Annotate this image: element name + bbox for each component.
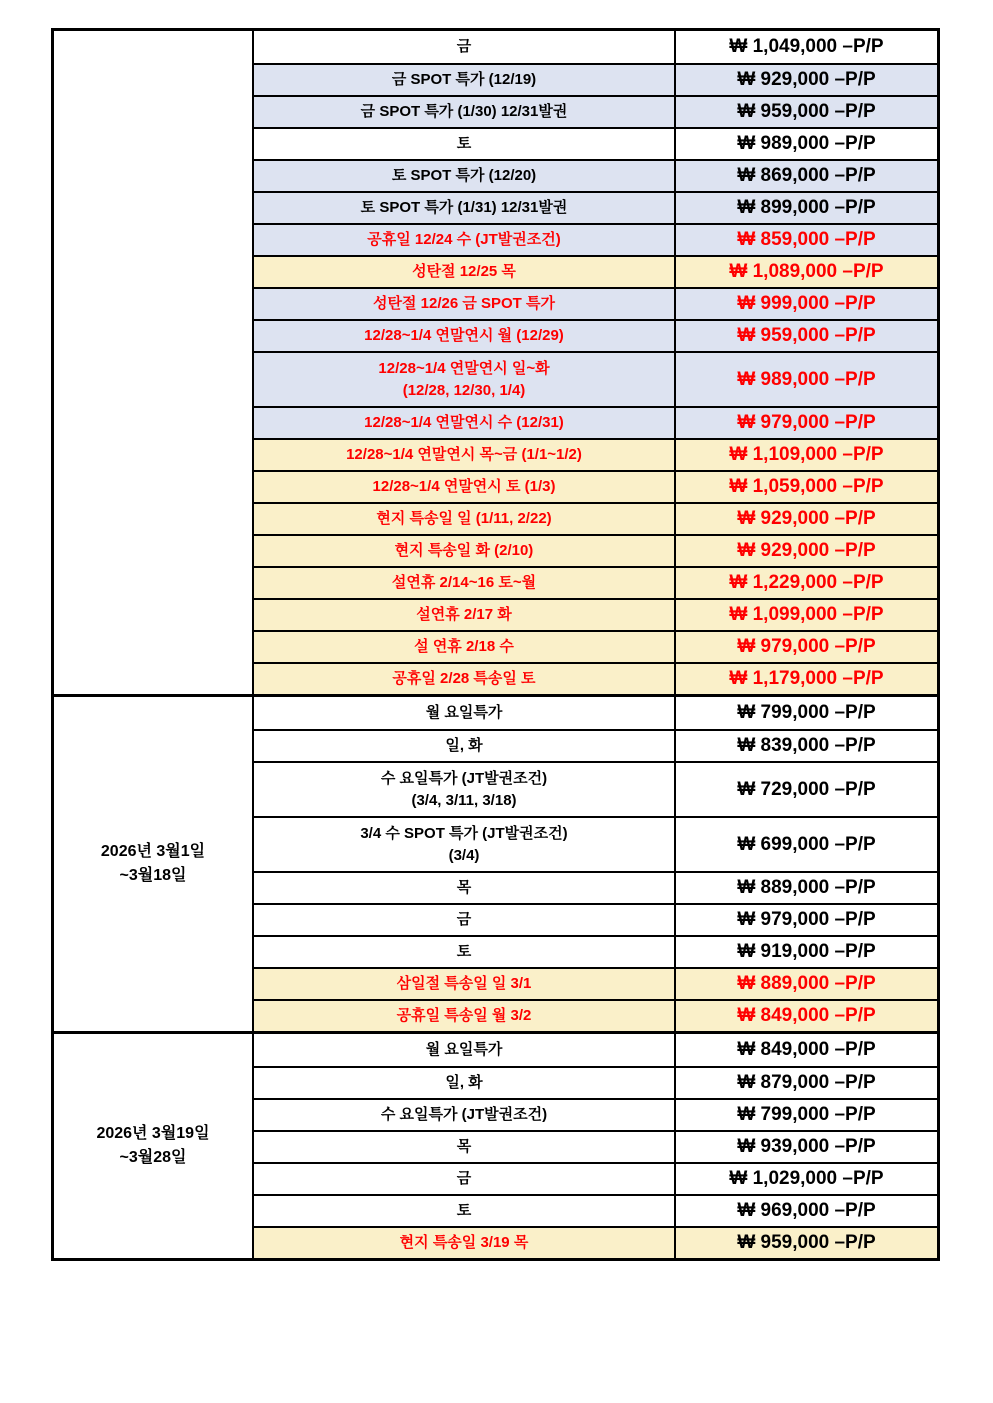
table-row [254,351,937,406]
table-row [254,223,937,255]
day-condition-cell [254,129,674,159]
price-value: ₩ 959,000 –P/P [674,97,937,127]
day-condition-label: 토 SPOT 특가 (1/31) 12/31발권 [360,199,568,217]
day-condition-label: 3/4 수 SPOT 특가 (JT발권조건) [360,824,568,842]
day-condition-cell [254,1100,674,1130]
table-row [254,95,937,127]
day-condition-cell [254,1228,674,1258]
section-rows [254,31,937,694]
table-row [254,1066,937,1098]
table-row [254,1130,937,1162]
price-value: ₩ 1,029,000 –P/P [674,1164,937,1194]
day-condition-cell [254,289,674,319]
date-range-cell [54,697,254,1031]
price-value: ₩ 1,099,000 –P/P [674,600,937,630]
day-condition-label: 성탄절 12/26 금 SPOT 특가 [373,295,555,313]
table-row [254,191,937,223]
day-condition-cell [254,763,674,816]
day-condition-sublabel: (12/28, 12/30, 1/4) [402,381,526,399]
day-condition-label: 일, 화 [445,1074,483,1092]
day-condition-label: 현지 특송일 3/19 목 [399,1234,529,1252]
day-condition-cell [254,472,674,502]
day-condition-label: 월 요일특가 [425,1041,503,1059]
date-section [54,694,937,1031]
day-condition-cell [254,1034,674,1066]
price-value: ₩ 799,000 –P/P [674,1100,937,1130]
date-range-line2: ~3월28일 [119,1149,187,1166]
day-condition-label: 설 연휴 2/18 수 [414,638,514,656]
table-row [254,1034,937,1066]
price-value: ₩ 849,000 –P/P [674,1001,937,1031]
table-row [254,761,937,816]
price-value: ₩ 1,059,000 –P/P [674,472,937,502]
table-row [254,566,937,598]
date-range-line2: ~3월18일 [119,867,187,884]
table-row [254,1194,937,1226]
price-value: ₩ 849,000 –P/P [674,1034,937,1066]
table-row [254,1098,937,1130]
table-row [254,999,937,1031]
day-condition-label: 12/28~1/4 연말연시 월 (12/29) [364,327,564,345]
day-condition-cell [254,937,674,967]
table-row [254,903,937,935]
price-value: ₩ 989,000 –P/P [674,129,937,159]
date-range-line1: 2026년 3월19일 [96,1125,210,1142]
day-condition-cell [254,225,674,255]
table-row [254,967,937,999]
day-condition-label: 금 [456,911,472,929]
price-value: ₩ 889,000 –P/P [674,873,937,903]
price-value: ₩ 919,000 –P/P [674,937,937,967]
day-condition-cell [254,664,674,694]
table-row [254,319,937,351]
day-condition-label: 목 [456,1138,472,1156]
day-condition-cell [254,697,674,729]
date-section [54,1031,937,1258]
price-value: ₩ 1,089,000 –P/P [674,257,937,287]
day-condition-label: 공휴일 특송일 월 3/2 [396,1007,532,1025]
date-section [54,31,937,694]
day-condition-label: 일, 화 [445,737,483,755]
price-value: ₩ 869,000 –P/P [674,161,937,191]
day-condition-label: 12/28~1/4 연말연시 토 (1/3) [372,478,556,496]
day-condition-label: 수 요일특가 (JT발권조건) [380,1106,548,1124]
price-value: ₩ 889,000 –P/P [674,969,937,999]
day-condition-cell [254,31,674,63]
price-value: ₩ 959,000 –P/P [674,1228,937,1258]
day-condition-label: 토 [456,1202,472,1220]
table-row [254,534,937,566]
table-row [254,159,937,191]
day-condition-cell [254,905,674,935]
date-range-line1: 2026년 3월1일 [100,843,206,860]
day-condition-cell [254,321,674,351]
table-row [254,1226,937,1258]
day-condition-cell [254,632,674,662]
table-row [254,63,937,95]
table-row [254,438,937,470]
day-condition-cell [254,818,674,871]
price-value: ₩ 929,000 –P/P [674,504,937,534]
price-value: ₩ 729,000 –P/P [674,763,937,816]
table-row [254,935,937,967]
day-condition-label: 공휴일 12/24 수 (JT발권조건) [367,231,561,249]
day-condition-sublabel: (3/4, 3/11, 3/18) [411,791,517,809]
day-condition-cell [254,969,674,999]
price-value: ₩ 1,049,000 –P/P [674,31,937,63]
table-row [254,406,937,438]
day-condition-cell [254,257,674,287]
date-range-cell [54,1034,254,1258]
day-condition-cell [254,731,674,761]
day-condition-label: 12/28~1/4 연말연시 목~금 (1/1~1/2) [346,446,582,464]
table-row [254,1162,937,1194]
day-condition-cell [254,1132,674,1162]
price-table [51,28,940,1261]
price-value: ₩ 979,000 –P/P [674,905,937,935]
table-row [254,31,937,63]
day-condition-label: 수 요일특가 (JT발권조건) [380,769,548,787]
day-condition-label: 12/28~1/4 연말연시 일~화 [378,359,550,377]
price-value: ₩ 1,179,000 –P/P [674,664,937,694]
day-condition-label: 토 [456,135,472,153]
table-row [254,255,937,287]
table-row [254,598,937,630]
table-row [254,729,937,761]
day-condition-cell [254,65,674,95]
price-value: ₩ 879,000 –P/P [674,1068,937,1098]
table-row [254,287,937,319]
day-condition-label: 설연휴 2/17 화 [416,606,512,624]
day-condition-label: 공휴일 2/28 특송일 토 [392,670,536,688]
day-condition-label: 목 [456,879,472,897]
table-row [254,816,937,871]
day-condition-label: 삼일절 특송일 일 3/1 [396,975,532,993]
day-condition-cell [254,568,674,598]
table-row [254,630,937,662]
price-value: ₩ 929,000 –P/P [674,65,937,95]
day-condition-sublabel: (3/4) [448,846,480,864]
price-value: ₩ 839,000 –P/P [674,731,937,761]
day-condition-label: 토 [456,943,472,961]
price-value: ₩ 959,000 –P/P [674,321,937,351]
day-condition-label: 토 SPOT 특가 (12/20) [391,167,537,185]
price-value: ₩ 1,109,000 –P/P [674,440,937,470]
day-condition-label: 금 SPOT 특가 (1/30) 12/31발권 [360,103,568,121]
price-value: ₩ 799,000 –P/P [674,697,937,729]
price-value: ₩ 999,000 –P/P [674,289,937,319]
day-condition-label: 월 요일특가 [425,704,503,722]
price-value: ₩ 1,229,000 –P/P [674,568,937,598]
day-condition-label: 현지 특송일 일 (1/11, 2/22) [376,510,552,528]
table-row [254,470,937,502]
day-condition-label: 금 SPOT 특가 (12/19) [391,71,537,89]
section-rows [254,697,937,1031]
day-condition-label: 금 [456,38,472,56]
day-condition-cell [254,97,674,127]
day-condition-cell [254,353,674,406]
table-row [254,502,937,534]
price-value: ₩ 929,000 –P/P [674,536,937,566]
date-range-cell [54,31,254,694]
day-condition-label: 12/28~1/4 연말연시 수 (12/31) [364,414,564,432]
section-rows [254,1034,937,1258]
day-condition-cell [254,600,674,630]
price-value: ₩ 979,000 –P/P [674,408,937,438]
day-condition-cell [254,440,674,470]
day-condition-cell [254,1164,674,1194]
day-condition-cell [254,1196,674,1226]
day-condition-label: 성탄절 12/25 목 [412,263,516,281]
price-value: ₩ 899,000 –P/P [674,193,937,223]
table-row [254,127,937,159]
table-row [254,662,937,694]
price-value: ₩ 979,000 –P/P [674,632,937,662]
day-condition-cell [254,504,674,534]
day-condition-label: 금 [456,1170,472,1188]
day-condition-cell [254,161,674,191]
price-value: ₩ 859,000 –P/P [674,225,937,255]
day-condition-cell [254,1068,674,1098]
price-value: ₩ 699,000 –P/P [674,818,937,871]
day-condition-cell [254,408,674,438]
day-condition-cell [254,193,674,223]
table-row [254,697,937,729]
price-value: ₩ 969,000 –P/P [674,1196,937,1226]
day-condition-cell [254,873,674,903]
table-row [254,871,937,903]
price-value: ₩ 939,000 –P/P [674,1132,937,1162]
day-condition-cell [254,536,674,566]
day-condition-cell [254,1001,674,1031]
price-value: ₩ 989,000 –P/P [674,353,937,406]
day-condition-label: 현지 특송일 화 (2/10) [394,542,534,560]
day-condition-label: 설연휴 2/14~16 토~월 [391,574,537,592]
